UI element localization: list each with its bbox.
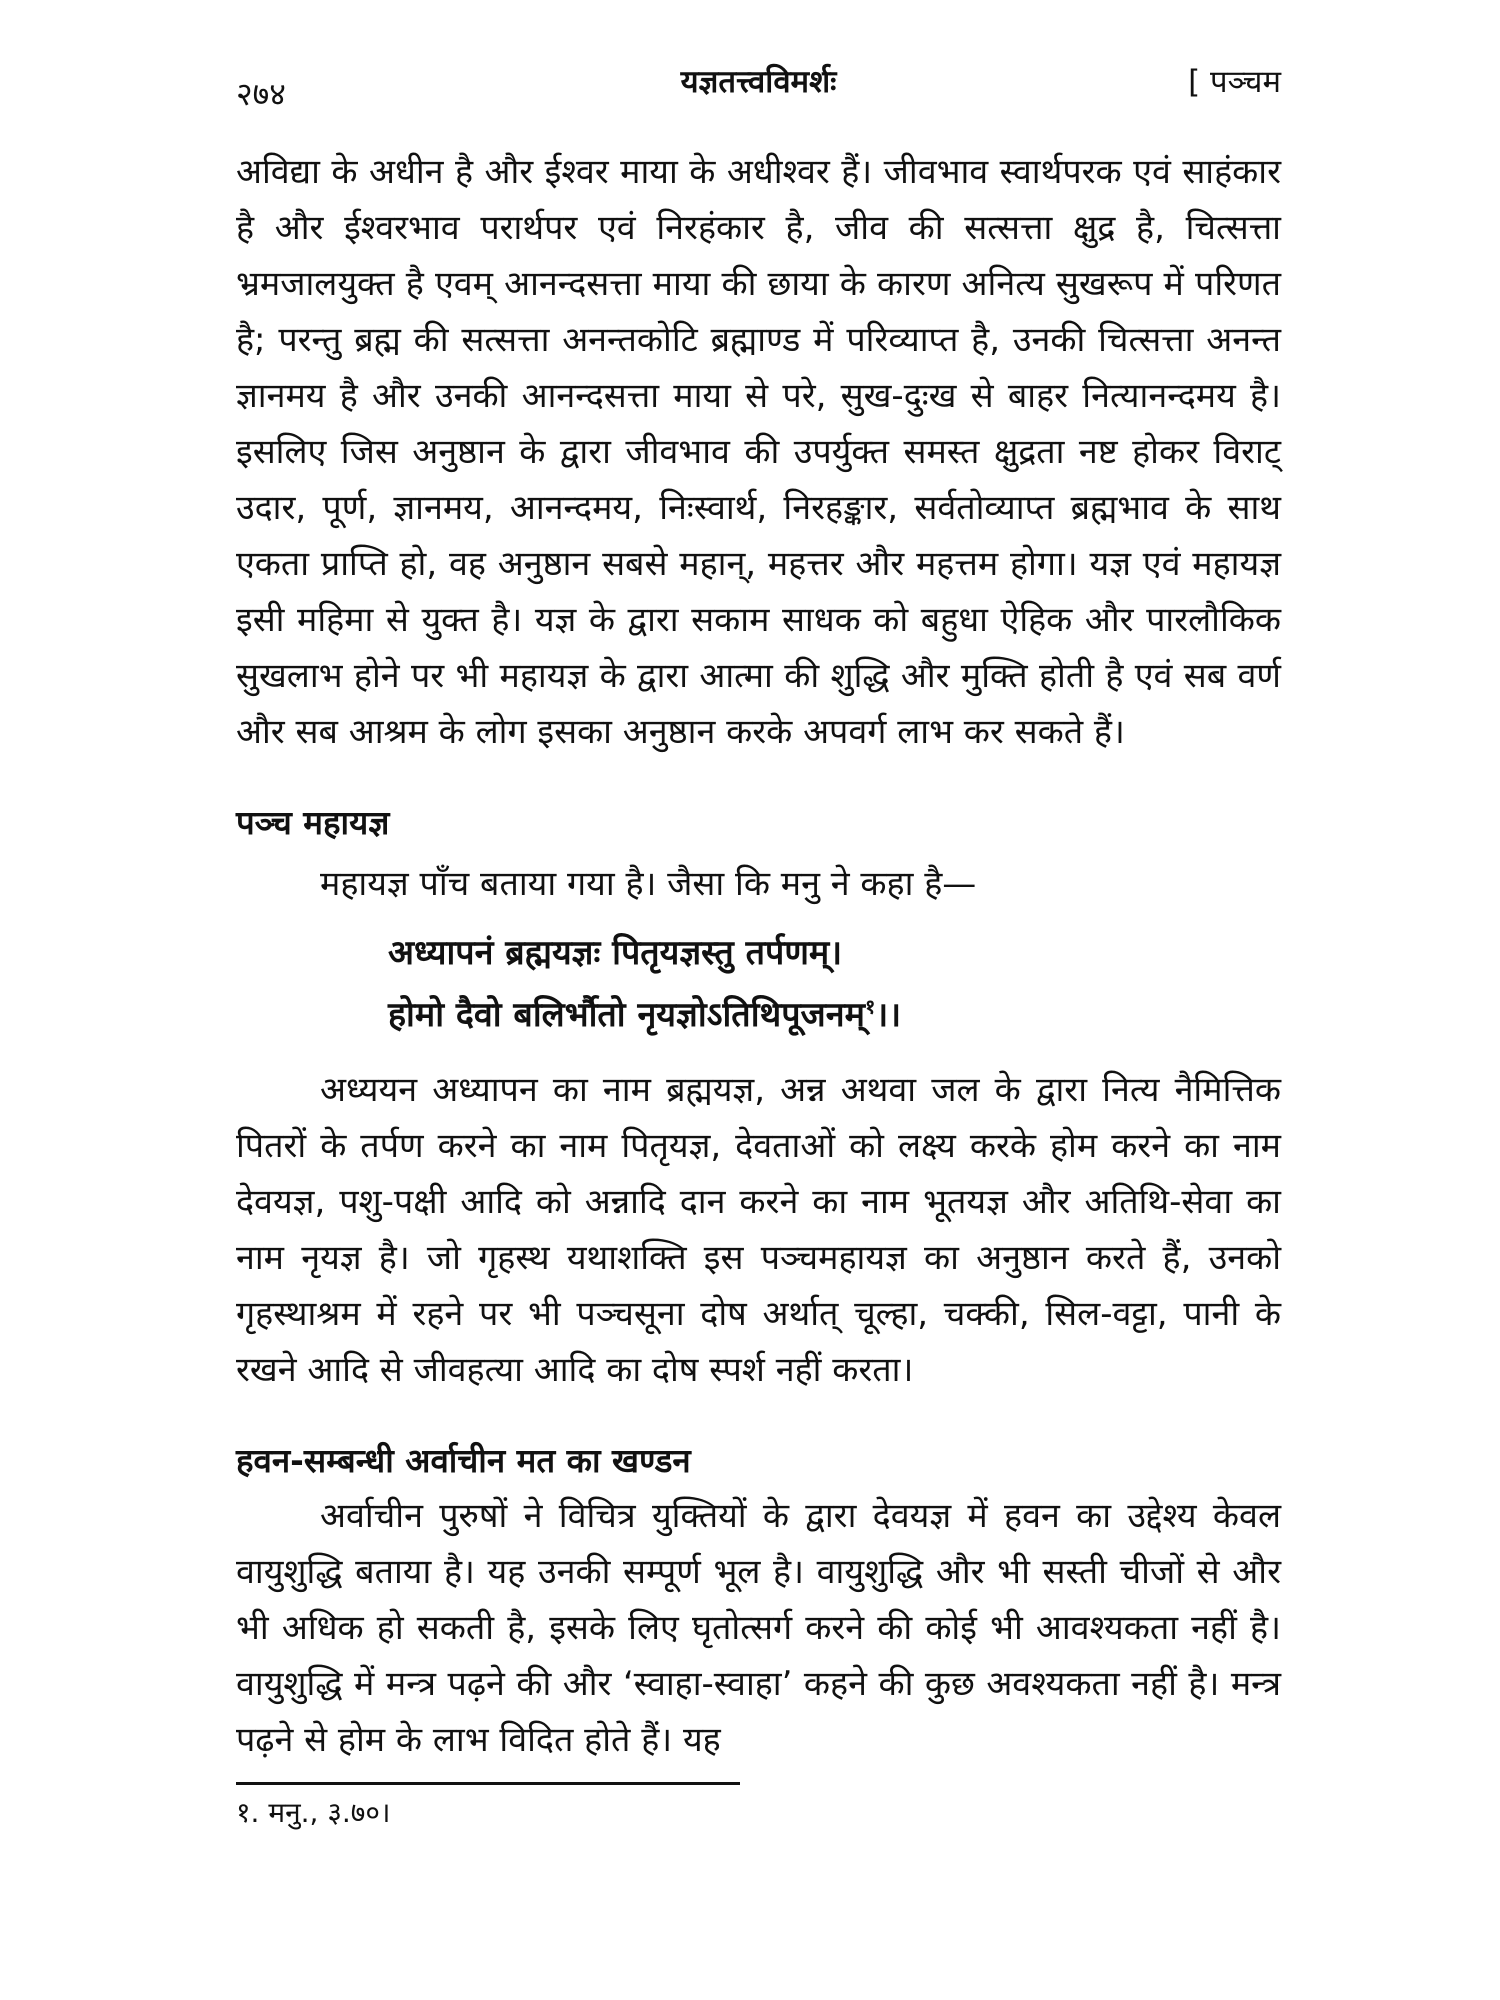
verse-line-1: अध्यापनं ब्रह्मयज्ञः पितृयज्ञस्तु तर्पणम्। [388,933,843,973]
paragraph-continuation: अविद्या के अधीन है और ईश्वर माया के अधीश्वर हैं। जीवभाव स्वार्थपरक एवं साहंकार है और ईश्वरभाव परार्थपर एवं निरहंकार है, जीव की सत्सत्ता क्षुद्र है, चित्सत्ता भ्रमजालयुक्त है एवम् आनन्दसत्ता माया की छाया के कारण अनित्य सुखरूप में परिणत है; परन्तु ब्रह्म की सत्सत्ता अनन्तकोटि ब्रह्माण्ड में परिव्याप्त है, उनकी चित्सत्ता अनन्त ज्ञानमय है और उनकी आनन्दसत्ता माया से परे, सुख-दुःख से बाहर नित्यानन्दमय है। इसलिए जिस अनुष्ठान के द्वारा जीवभाव की उपर्युक्त समस्त क्षुद्रता नष्ट होकर विराट् उदार, पूर्ण, ज्ञानमय, आनन्दमय, निःस्वार्थ, निरहङ्कार, सर्वतोव्याप्त ब्रह्मभाव के साथ एकता प्राप्ति हो, वह अनुष्ठान सबसे महान्, महत्तर और महत्तम होगा। यज्ञ एवं महायज्ञ इसी महिमा से युक्त है। यज्ञ के द्वारा सकाम साधक को बहुधा ऐहिक और पारलौकिक सुखलाभ होने पर भी महायज्ञ के द्वारा आत्मा की शुद्धि और मुक्ति होती है एवं सब वर्ण और सब आश्रम के लोग इसका अनुष्ठान करके अपवर्ग लाभ कर सकते हैं। [236,152,1281,752]
section-heading-havan-khandan: हवन-सम्बन्धी अर्वाचीन मत का खण्डन [236,1441,691,1480]
verse-line-2 [388,984,1281,1046]
verse-line-2-text: होमो दैवो बलिर्भौतो नृयज्ञोऽतिथिपूजनम् [388,995,865,1035]
verse-end-mark: ।। [875,995,902,1035]
paragraph-havan-khandan: अर्वाचीन पुरुषों ने विचित्र युक्तियों के द्वारा देवयज्ञ में हवन का उद्देश्य केवल वायुशुद्धि बताया है। यह उनकी सम्पूर्ण भूल है। वायुशुद्धि और भी सस्ती चीजों से और भी अधिक हो सकती है, इसके लिए घृतोत्सर्ग करने की कोई भी आवश्यकता नहीं है। वायुशुद्धि में मन्त्र पढ़ने की और ‘स्वाहा-स्वाहा’ कहने की कुछ अवश्यकता नहीं है। मन्त्र पढ़ने से होम के लाभ विदित होते हैं। यह [236,1496,1281,1760]
footnote-reference: १ [864,994,876,1019]
page-header [236,60,1281,116]
section-marker: [ पञ्चम [1188,64,1281,100]
document-page [236,60,1281,1960]
sanskrit-verse [388,922,1281,1046]
running-title: यज्ञतत्त्वविमर्शः [680,64,837,100]
footnote-divider [236,1782,740,1785]
paragraph-pancha-mahayajna: अध्ययन अध्यापन का नाम ब्रह्मयज्ञ, अन्न अथवा जल के द्वारा नित्य नैमित्तिक पितरों के तर्पण करने का नाम पितृयज्ञ, देवताओं को लक्ष्य करके होम करने का नाम देवयज्ञ, पशु-पक्षी आदि को अन्नादि दान करने का नाम भूतयज्ञ और अतिथि-सेवा का नाम नृयज्ञ है। जो गृहस्थ यथाशक्ति इस पञ्चमहायज्ञ का अनुष्ठान करते हैं, उनको गृहस्थाश्रम में रहने पर भी पञ्चसूना दोष अर्थात् चूल्हा, चक्की, सिल-वट्टा, पानी के रखने आदि से जीवहत्या आदि का दोष स्पर्श नहीं करता। [236,1070,1281,1390]
section-heading-pancha-mahayajna: पञ्च महायज्ञ [236,803,390,842]
page-number: २७४ [236,75,286,113]
verse-intro-line: महायज्ञ पाँच बताया गया है। जैसा कि मनु ने कहा है— [320,864,977,904]
footnote: १. मनु., ३.७०। [236,1796,391,1829]
